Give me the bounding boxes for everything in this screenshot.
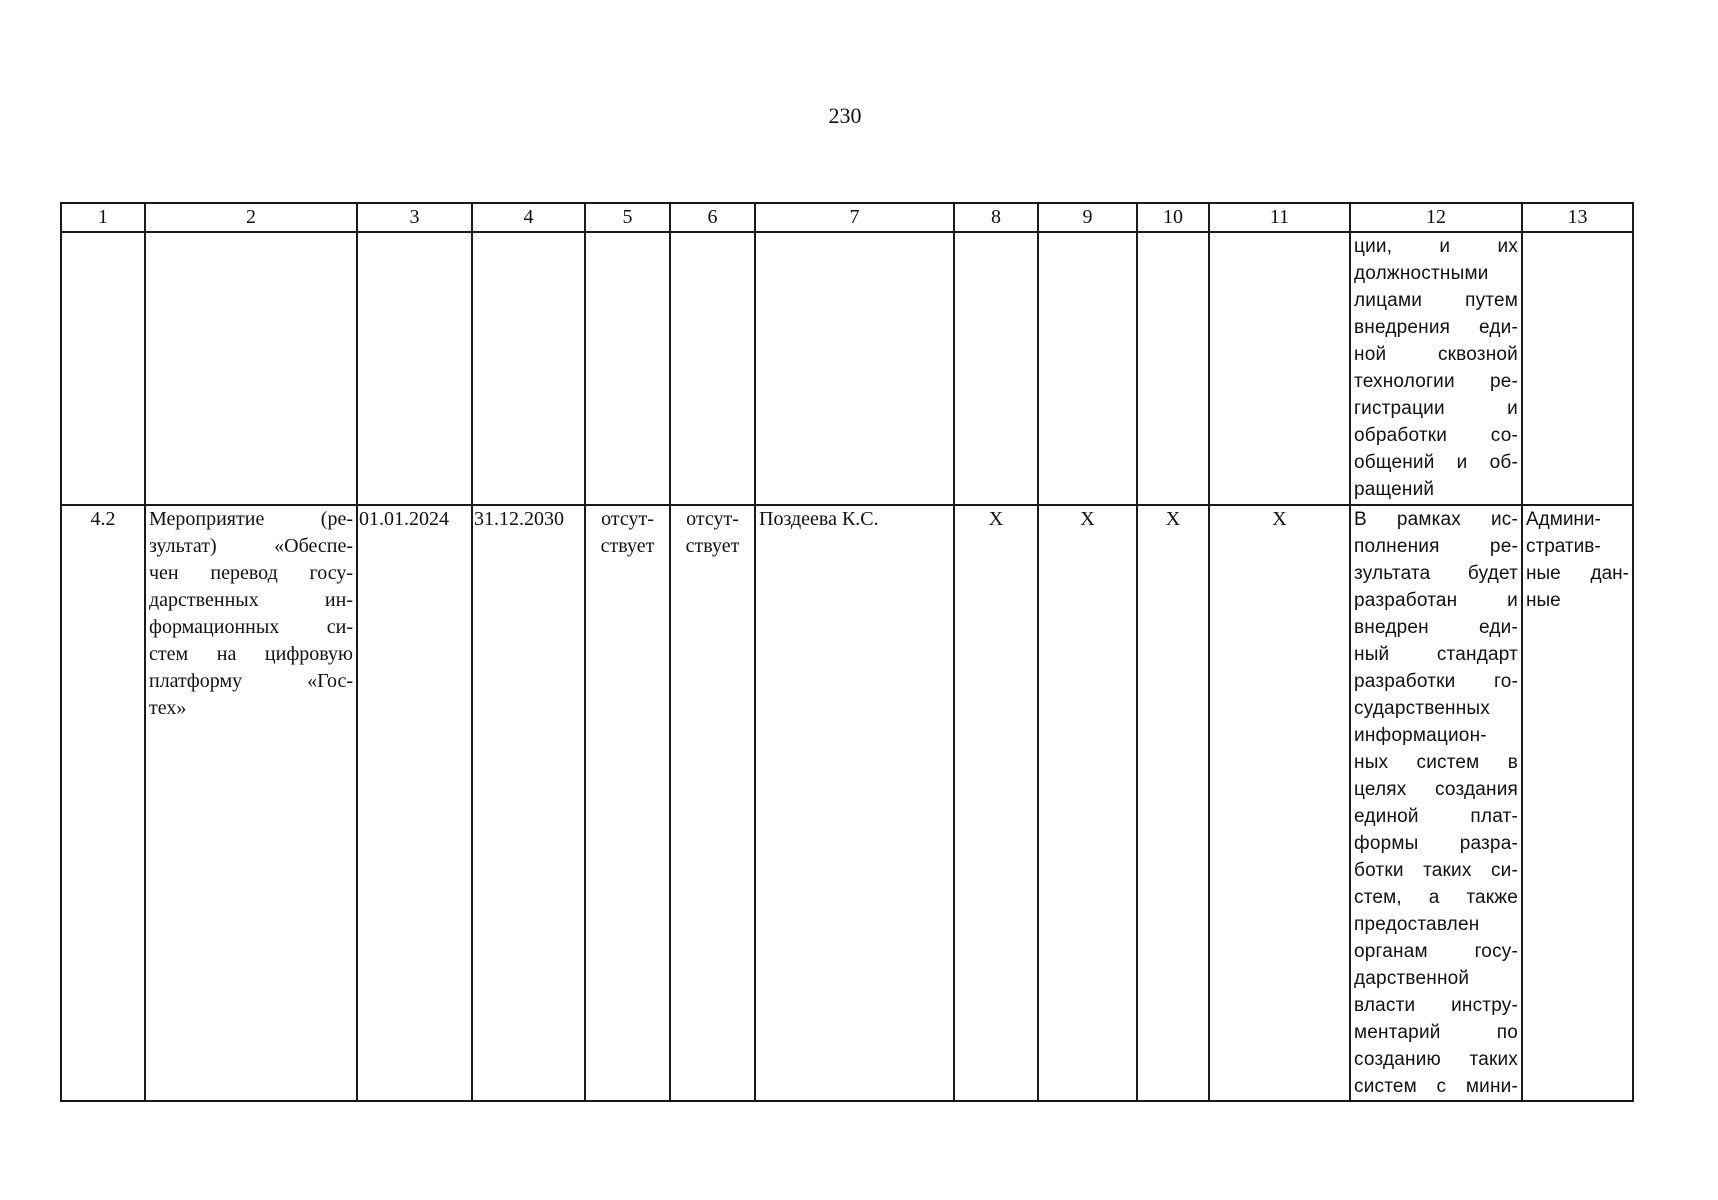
continuation-description-cell — [1350, 232, 1522, 505]
activity-title-text: Мероприятие (ре- зультат) «Обеспе- чен перевод госу- дарственных ин- формационных си- стем на цифровую платформу «Гос- тех» — [149, 508, 353, 719]
result-description-cell — [1350, 505, 1522, 1101]
source-text: Админи- стратив- ные дан- ные — [1526, 509, 1629, 611]
table-cell — [585, 232, 670, 505]
table-cell — [670, 232, 755, 505]
table-cell — [1038, 232, 1137, 505]
header-cell: 13 — [1522, 203, 1633, 232]
table-header-row — [61, 203, 1633, 232]
header-cell: 4 — [472, 203, 585, 232]
table-cell — [145, 232, 357, 505]
row-number-cell: 4.2 — [61, 505, 145, 1101]
header-cell: 3 — [357, 203, 472, 232]
col6-cell — [670, 505, 755, 1101]
col5-text: отсут- ствует — [600, 508, 655, 557]
header-cell: 2 — [145, 203, 357, 232]
col5-cell — [585, 505, 670, 1101]
responsible-cell: Поздеева К.С. — [755, 505, 954, 1101]
table-cell — [357, 232, 472, 505]
col9-cell: X — [1038, 505, 1137, 1101]
header-cell: 5 — [585, 203, 670, 232]
result-description-text: В рамках ис- полнения ре- зультата будет разработан и внедрен еди- ный стандарт разработки го- сударственных информацион- ных систем в целях создания единой плат- формы разра- ботки таких си- стем, а также предоставлен органам госу- дарственной власти инстру- ментарий по созданию таких систем с мини- — [1354, 509, 1518, 1097]
table-row-continuation — [61, 232, 1633, 505]
header-cell: 6 — [670, 203, 755, 232]
start-date-cell: 01.01.2024 — [357, 505, 472, 1101]
table-cell — [1522, 232, 1633, 505]
table-cell — [954, 232, 1038, 505]
header-cell: 11 — [1209, 203, 1350, 232]
col6-text: отсут- ствует — [685, 508, 740, 557]
page-number: 230 — [828, 103, 862, 128]
header-cell: 9 — [1038, 203, 1137, 232]
table-cell — [472, 232, 585, 505]
activities-table — [60, 202, 1634, 1102]
header-cell: 1 — [61, 203, 145, 232]
col8-cell: X — [954, 505, 1038, 1101]
table-cell — [1209, 232, 1350, 505]
header-cell: 10 — [1137, 203, 1209, 232]
end-date-cell: 31.12.2030 — [472, 505, 585, 1101]
table-cell — [1137, 232, 1209, 505]
activity-title-cell — [145, 505, 357, 1101]
table-cell — [61, 232, 145, 505]
header-cell: 8 — [954, 203, 1038, 232]
header-cell: 12 — [1350, 203, 1522, 232]
source-cell — [1522, 505, 1633, 1101]
continuation-description-text: ции, и их должностными лицами путем внедрения еди- ной сквозной технологии ре- гистрации и обработки со- общений и об- ращений — [1354, 236, 1518, 500]
col11-cell: X — [1209, 505, 1350, 1101]
table-cell — [755, 232, 954, 505]
table-row-4-2 — [61, 505, 1633, 1101]
header-cell: 7 — [755, 203, 954, 232]
col10-cell: X — [1137, 505, 1209, 1101]
